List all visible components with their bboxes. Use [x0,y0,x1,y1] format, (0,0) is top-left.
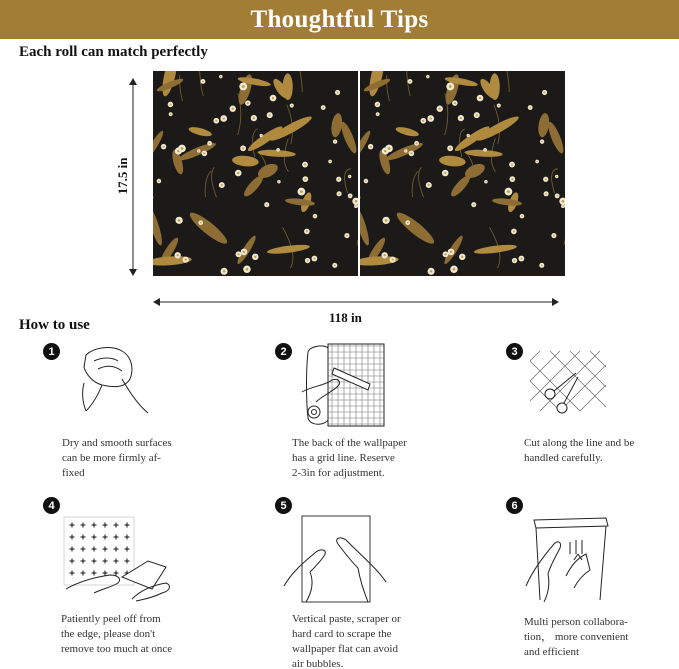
step-caption-5 [292,612,452,669]
caption-line: tion， more convenient [524,631,629,643]
caption-line: handled carefully. [524,452,603,464]
hand-wiping-icon [72,343,162,428]
step-caption-1 [62,436,222,481]
step-caption-2 [292,436,452,481]
caption-line: air bubbles. [292,658,344,669]
title-banner [0,0,679,39]
height-label: 17.5 in [115,157,130,195]
caption-line: Cut along the line and be [524,437,635,449]
usage-heading: How to use [19,317,90,333]
caption-line: can be more firmly af- [62,452,161,464]
two-hands-pasting-icon [520,514,616,606]
caption-line: the edge, please don't [61,628,156,640]
step-caption-6 [524,615,679,660]
caption-line: Patiently peel off from [61,613,161,625]
wallpaper-panel-right [360,71,565,276]
grid-roll-icon [298,340,388,430]
caption-line: 2-3in for adjustment. [292,467,385,479]
step-badge-2: 2 [275,343,292,360]
step-caption-4 [61,612,221,657]
caption-line: Multi person collabora- [524,616,628,628]
floral-pattern-icon [360,71,565,276]
step-badge-6: 6 [506,497,523,514]
step-badge-5: 5 [275,497,292,514]
scissors-cutting-icon [530,351,610,421]
caption-line: Dry and smooth surfaces [62,437,172,449]
floral-pattern-icon [153,71,358,276]
width-label: 118 in [329,310,362,325]
caption-line: wallpaper flat can avoid [292,643,398,655]
step-caption-3 [524,436,679,466]
caption-line: remove too much at once [61,643,173,655]
caption-line: hard card to scrape the [292,628,392,640]
step-badge-1: 1 [43,343,60,360]
banner-title: Thoughtful Tips [250,5,429,33]
peel-backing-icon [62,515,176,607]
caption-line: and efficient [524,646,580,658]
caption-line: Vertical paste, scraper or [292,613,401,625]
wallpaper-panel-left [153,71,358,276]
match-heading: Each roll can match perfectly [19,44,208,60]
step-badge-4: 4 [43,497,60,514]
scraper-pressing-icon [282,512,390,608]
width-arrow [153,297,559,307]
caption-line: fixed [62,467,85,479]
caption-line: has a grid line. Reserve [292,452,395,464]
caption-line: The back of the wallpaper [292,437,407,449]
step-badge-3: 3 [506,343,523,360]
